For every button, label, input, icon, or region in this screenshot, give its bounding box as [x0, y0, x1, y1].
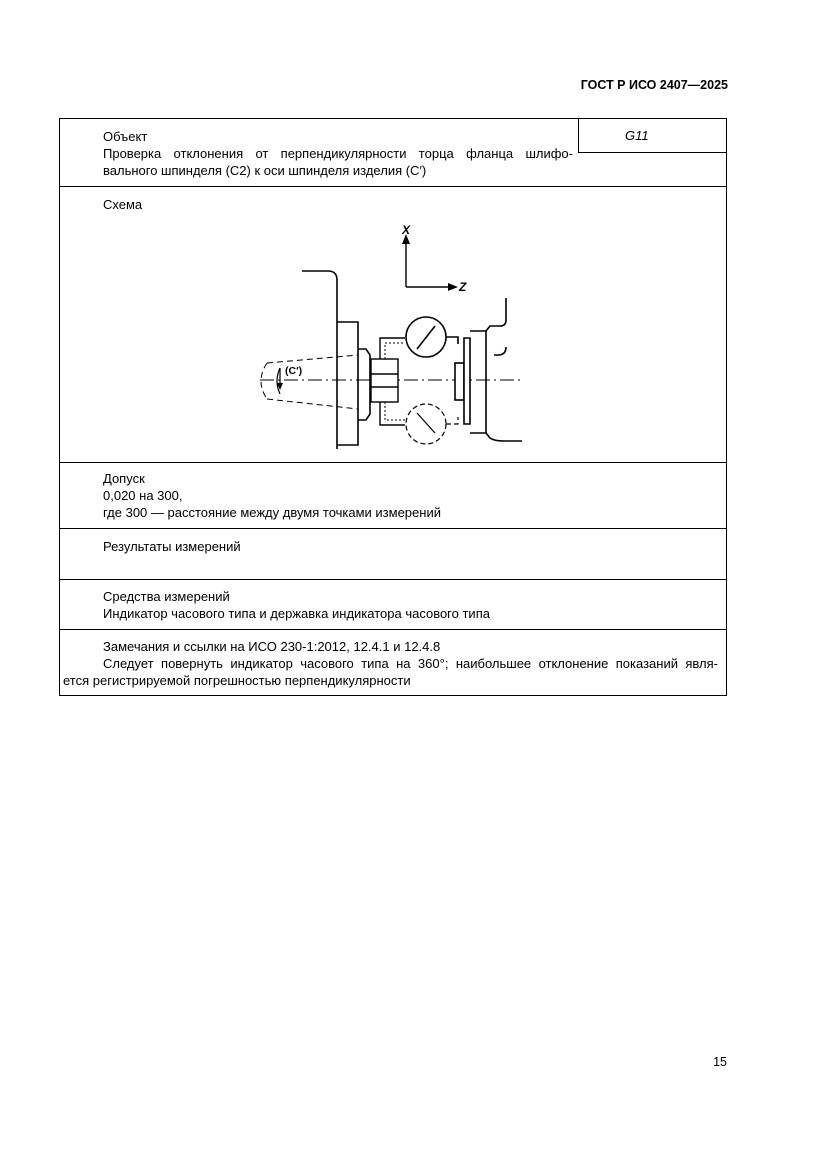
object-text-line2: вального шпинделя (С2) к оси шпинделя изделия (С′) [103, 163, 427, 178]
remarks-label: Замечания и ссылки на ИСО 230-1:2012, 12.4.1 и 12.4.8 [103, 639, 441, 654]
instruments-label: Средства измерений [103, 589, 230, 604]
workpiece-spindle-housing [302, 271, 370, 449]
results-label: Результаты измерений [103, 539, 241, 554]
axis-z-label: Z [459, 280, 467, 294]
tolerance-note: где 300 — расстояние между двумя точками измерений [103, 505, 441, 520]
spindle-outline [261, 355, 358, 409]
object-label: Объект [103, 129, 148, 144]
object-row [60, 119, 726, 187]
scheme-label: Схема [103, 197, 143, 212]
grinding-spindle-flange [455, 298, 522, 441]
remarks-line1: Следует повернуть индикатор часового типа на 360°; наибольшее отклонение показаний явля- [103, 656, 718, 671]
mandrel [371, 359, 398, 402]
remarks-row [60, 630, 726, 696]
axis-x-label: X [402, 223, 411, 237]
tolerance-value: 0,020 на 300, [103, 488, 183, 503]
instruments-row [60, 580, 726, 630]
test-sheet-table [59, 118, 727, 696]
rotation-label: (C′) [285, 365, 303, 377]
dial-indicator-lower-icon [406, 404, 458, 444]
test-code: G11 [625, 128, 649, 143]
object-text-line1: Проверка отклонения от перпендикулярности торца фланца шлифо- [103, 146, 573, 161]
remarks-line2: ется регистрируемой погрешностью перпендикулярности [63, 673, 411, 688]
instruments-text: Индикатор часового типа и державка индикатора часового типа [103, 606, 490, 621]
scheme-row [60, 187, 726, 463]
coordinate-axes [402, 234, 458, 291]
standard-code: ГОСТ Р ИСО 2407—2025 [580, 78, 728, 92]
results-row [60, 529, 726, 580]
dial-indicator-upper-icon [406, 317, 458, 357]
tolerance-label: Допуск [103, 471, 145, 486]
page-number: 15 [713, 1055, 727, 1069]
test-code-box [578, 119, 726, 153]
scheme-diagram [60, 187, 726, 461]
rotation-arrow-icon [277, 368, 283, 394]
tolerance-row [60, 463, 726, 529]
